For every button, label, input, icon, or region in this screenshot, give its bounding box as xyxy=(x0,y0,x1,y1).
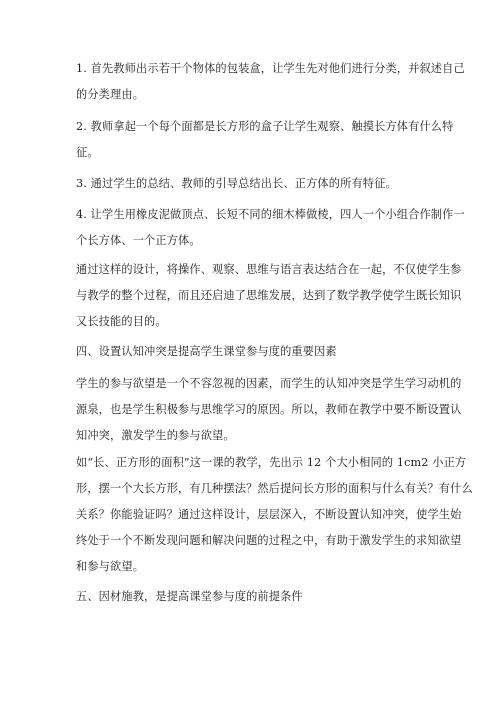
text-line: 形，摆一个大长方形，有几种摆法？然后提问长方形的面积与什么有关？有什么 xyxy=(76,482,473,495)
text-line: 的分类理由。 xyxy=(76,88,145,101)
section-heading-5 xyxy=(76,584,436,610)
text-line: 终处于一个不断发现问题和解决问题的过程之中，有助于激发学生的求知欲望 xyxy=(76,534,462,547)
text-line: 与教学的整个过程，而且还启迪了思维发展，达到了数学教学使学生既长知识 xyxy=(76,289,462,302)
paragraph-step-3 xyxy=(76,171,436,197)
section-heading-4 xyxy=(76,339,436,365)
text-line: 和参与欲望。 xyxy=(76,560,145,573)
text-line: 1. 首先教师出示若干个物体的包装盒，让学生先对他们进行分类，并叙述自己 xyxy=(76,62,465,75)
text-line: 个长方体、一个正方体。 xyxy=(76,234,201,247)
text-line: 学生的参与欲望是一个不容忽视的因素，而学生的认知冲突是学生学习动机的 xyxy=(76,377,462,390)
text-line: 知冲突，激发学生的参与欲望。 xyxy=(76,429,235,442)
text-line: 又长技能的目的。 xyxy=(76,315,167,328)
paragraph-area-lesson-example xyxy=(76,450,473,580)
text-line: 五、因材施教，是提高课堂参与度的前提条件 xyxy=(76,590,303,603)
paragraph-step-2 xyxy=(76,114,454,166)
text-line: 3. 通过学生的总结、教师的引导总结出长、正方体的所有特征。 xyxy=(76,177,397,190)
text-line: 2. 教师拿起一个每个面都是长方形的盒子让学生观察、触摸长方体有什么特 xyxy=(76,120,454,133)
text-line: 四、设置认知冲突是提高学生课堂参与度的重要因素 xyxy=(76,345,337,358)
text-line: 4. 让学生用橡皮泥做顶点、长短不同的细木棒做棱，四人一个小组合作制作一 xyxy=(76,208,465,221)
text-line: 源泉，也是学生积极参与思维学习的原因。所以，教师在教学中要不断设置认 xyxy=(76,403,462,416)
text-line: 征。 xyxy=(76,146,99,159)
paragraph-design-summary xyxy=(76,257,462,335)
paragraph-step-4 xyxy=(76,202,465,254)
paragraph-step-1 xyxy=(76,56,465,108)
text-line: 如“长、正方形的面积”这一课的教学，先出示 12 个大小相同的 1cm2 小正方 xyxy=(76,456,467,469)
text-line: 关系？你能验证吗？通过这样设计，层层深入，不断设置认知冲突，使学生始 xyxy=(76,508,462,521)
text-line: 通过这样的设计，将操作、观察、思维与语言表达结合在一起，不仅使学生参 xyxy=(76,263,462,276)
paragraph-cognitive-conflict xyxy=(76,371,462,449)
